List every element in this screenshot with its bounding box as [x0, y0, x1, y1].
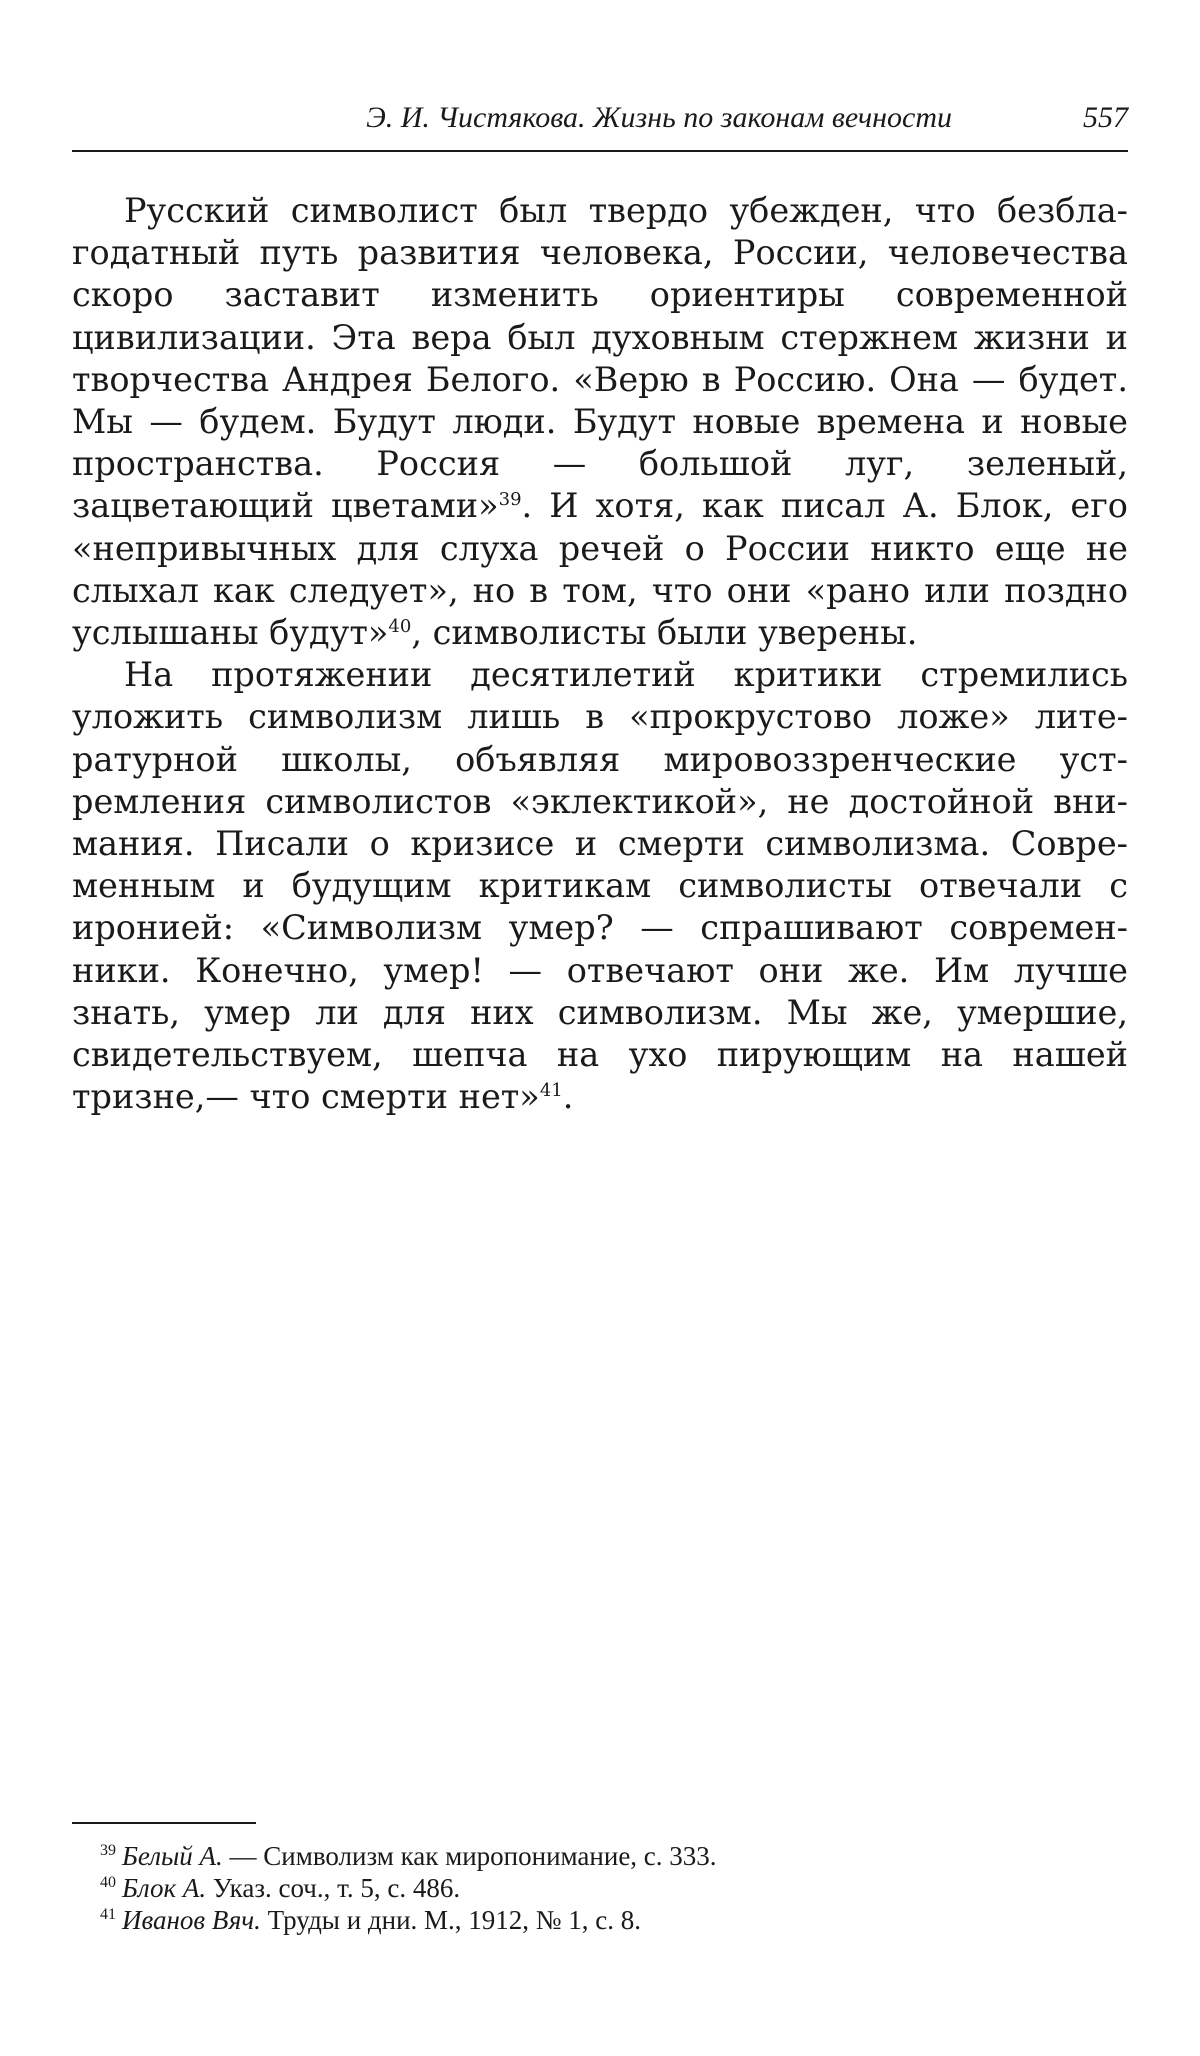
- footnote-author: Белый А.: [122, 1841, 223, 1871]
- footnote: [100, 1840, 1128, 1872]
- body-text: [72, 190, 1128, 1118]
- paragraph-text: Русский символист был твердо убежден, что безблагодатный путь развития человека, России, человечества скоро заставит изменить ориентиры современной цивилизации. Эта вера был духовным стержнем жизни и творчества Андрея Белого. «Верю в Россию. Она — будет. Мы — будем. Будут люди. Будут новые времена и новые пространства. Россия — большой луг, зеленый, зацветающий цветами»: [72, 191, 1128, 526]
- footnote-ref: 41: [539, 1080, 563, 1102]
- footnote-author: Блок А.: [122, 1873, 207, 1903]
- page-number: 557: [1083, 101, 1128, 134]
- footnote-rule: [72, 1822, 256, 1824]
- paragraph: [72, 190, 1128, 654]
- paragraph-text: На протяжении десятилетий критики стремились уложить символизм лишь в «прокрустово ложе» литературной школы, объявляя мировоззренческие устремления символистов «эклектикой», не достойной внимания. Писали о кризисе и смерти символизма. Современным и будущим критикам символисты отвечали с иронией: «Символизм умер? — спрашивают современники. Конечно, умер! — отвечают они же. Им лучше знать, умер ли для них символизм. Мы же, умершие, свидетельствуем, шепча на ухо пирующим на нашей тризне,— что смерти нет»: [72, 655, 1128, 1117]
- footnote-text: Указ. соч., т. 5, с. 486.: [206, 1873, 461, 1903]
- paragraph-text: .: [562, 1077, 574, 1117]
- paragraph: [72, 654, 1128, 1118]
- paragraph-text: , символисты были уверены.: [411, 613, 918, 653]
- header-rule: [72, 150, 1128, 152]
- running-head: [72, 96, 1128, 140]
- running-title: Э. И. Чистякова. Жизнь по законам вечности: [366, 101, 952, 134]
- footnotes: [100, 1840, 1128, 1936]
- footnote-text: — Символизм как миропонимание, с. 333.: [222, 1841, 717, 1871]
- footnote-author: Иванов Вяч.: [122, 1905, 261, 1935]
- footnote-ref: 39: [498, 489, 522, 511]
- footnote-number: 40: [100, 1874, 116, 1891]
- footnote-number: 41: [100, 1906, 116, 1923]
- footnote: [100, 1872, 1128, 1904]
- footnote-ref: 40: [388, 615, 412, 637]
- footnote-text: Труды и дни. М., 1912, № 1, с. 8.: [260, 1905, 642, 1935]
- footnote-number: 39: [100, 1842, 116, 1859]
- footnote: [100, 1904, 1128, 1936]
- paragraph-text: . И хотя, как писал А. Блок, его «непривычных для слуха речей о России никто еще не слыхал как следует», но в том, что они «рано или поздно услышаны будут»: [72, 486, 1128, 653]
